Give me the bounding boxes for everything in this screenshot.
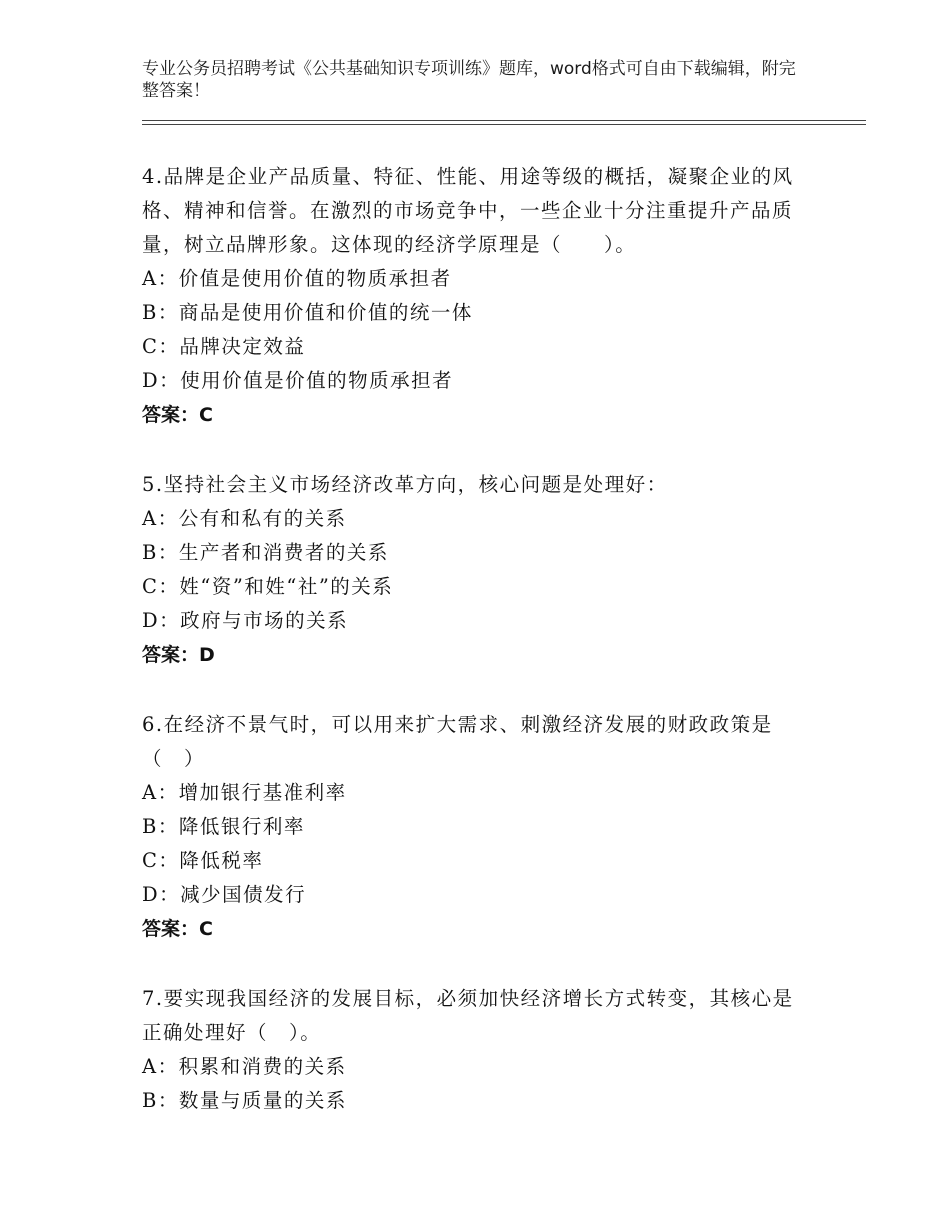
document-header xyxy=(142,58,802,102)
option-a: A：增加银行基准利率 xyxy=(142,781,347,804)
question-stem: 7.要实现我国经济的发展目标，必须加快经济增长方式转变，其核心是正确处理好（ ）。 xyxy=(142,987,794,1044)
question-6 xyxy=(142,708,802,946)
answer-text: 答案：C xyxy=(142,918,213,940)
option-b: B：商品是使用价值和价值的统一体 xyxy=(142,301,473,324)
option-c: C：姓“资”和姓“社”的关系 xyxy=(142,575,394,598)
question-7 xyxy=(142,982,802,1118)
option-b: B：降低银行利率 xyxy=(142,815,305,838)
question-stem: 5.坚持社会主义市场经济改革方向，核心问题是处理好： xyxy=(142,473,668,496)
header-text: 专业公务员招聘考试《公共基础知识专项训练》题库，word格式可自由下载编辑，附完整答案！ xyxy=(142,59,796,101)
option-d: D：减少国债发行 xyxy=(142,883,307,906)
option-d: D：政府与市场的关系 xyxy=(142,609,349,632)
question-5 xyxy=(142,468,802,672)
question-stem: 4.品牌是企业产品质量、特征、性能、用途等级的概括，凝聚企业的风格、精神和信誉。在激烈的市场竞争中，一些企业十分注重提升产品质量，树立品牌形象。这体现的经济学原理是（ ）。 xyxy=(142,165,794,256)
question-4 xyxy=(142,160,802,432)
option-a: A：公有和私有的关系 xyxy=(142,507,347,530)
option-b: B：生产者和消费者的关系 xyxy=(142,541,389,564)
option-b: B：数量与质量的关系 xyxy=(142,1089,347,1112)
answer-text: 答案：D xyxy=(142,644,215,666)
question-stem: 6.在经济不景气时，可以用来扩大需求、刺激经济发展的财政政策是（ ） xyxy=(142,713,773,770)
option-a: A：价值是使用价值的物质承担者 xyxy=(142,267,452,290)
option-a: A：积累和消费的关系 xyxy=(142,1055,347,1078)
option-c: C：降低税率 xyxy=(142,849,264,872)
header-divider xyxy=(142,120,866,125)
option-d: D：使用价值是价值的物质承担者 xyxy=(142,369,454,392)
question-list xyxy=(142,160,802,1154)
option-c: C：品牌决定效益 xyxy=(142,335,306,358)
answer-text: 答案：C xyxy=(142,404,213,426)
